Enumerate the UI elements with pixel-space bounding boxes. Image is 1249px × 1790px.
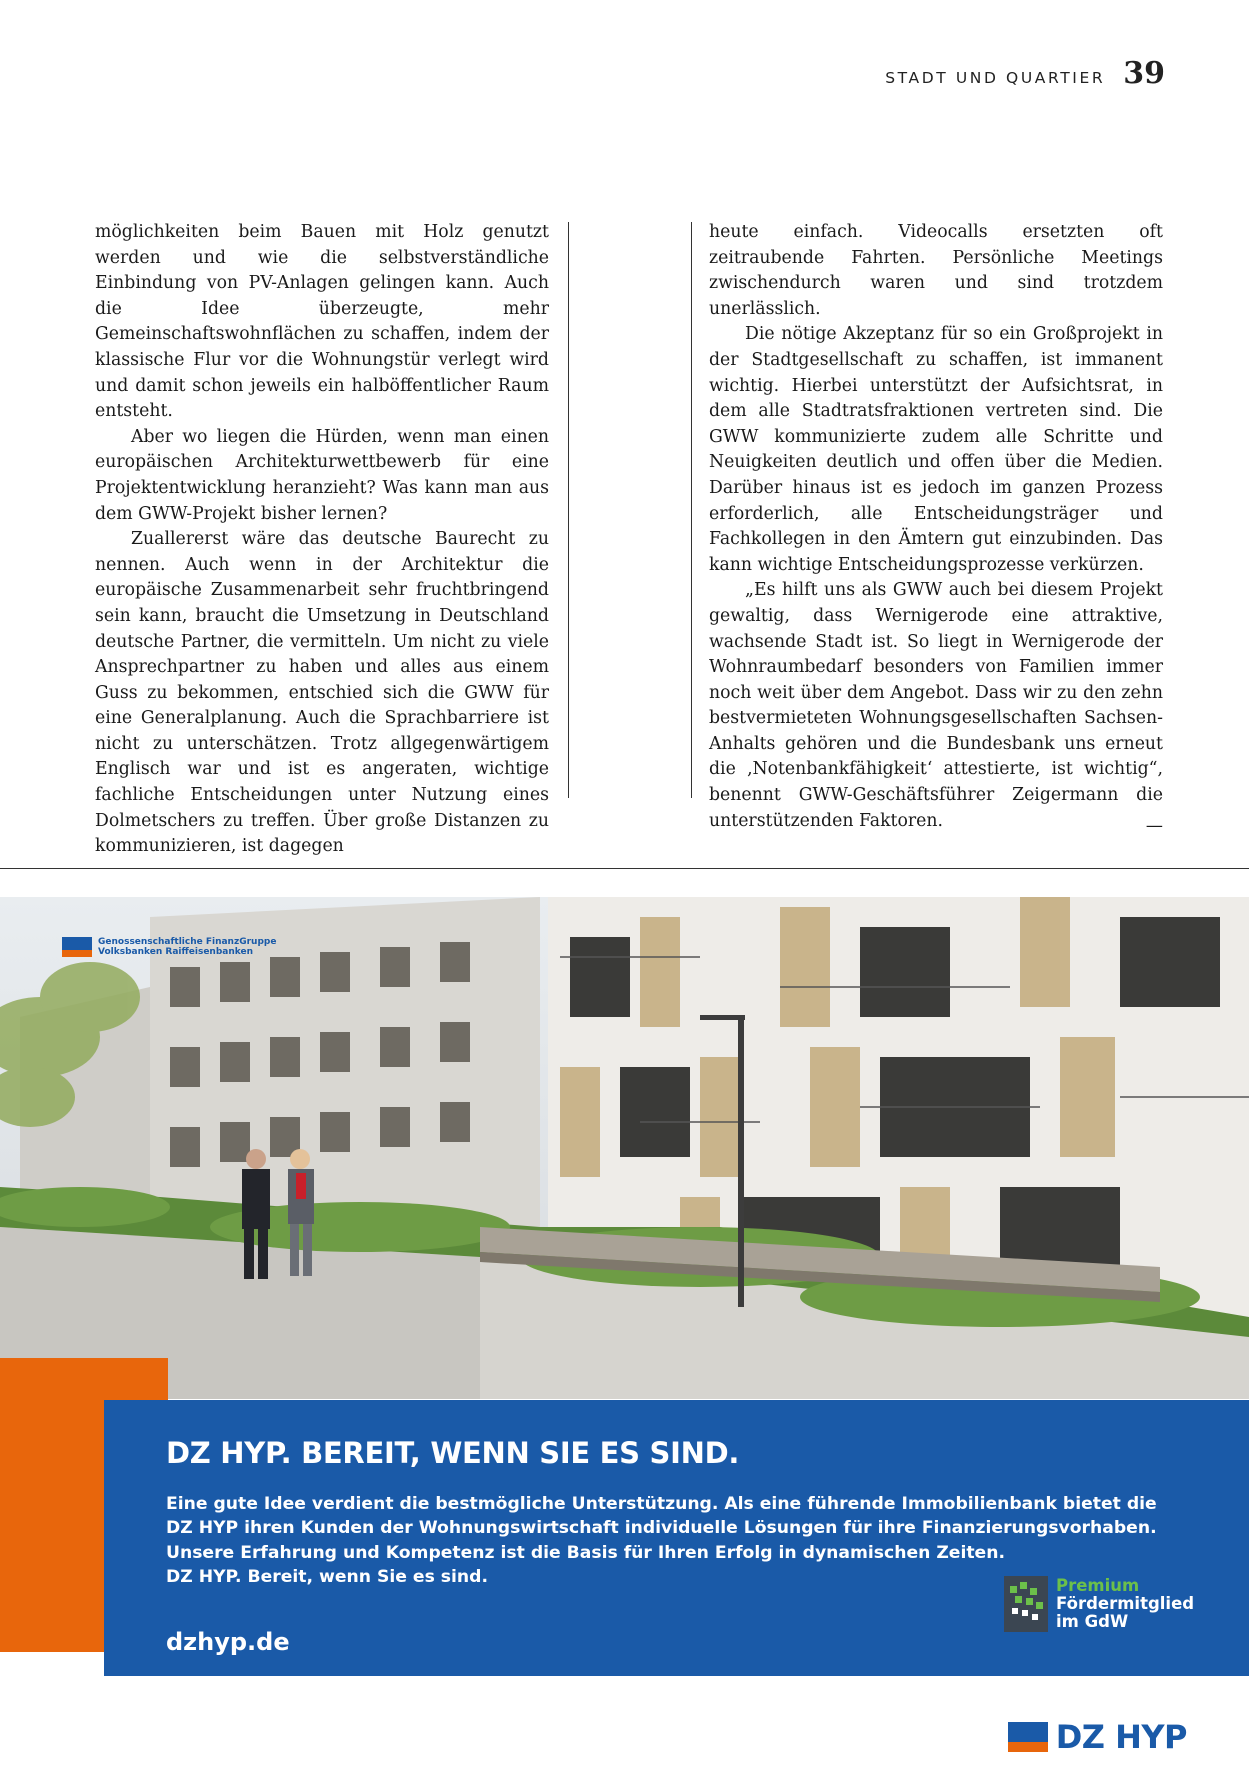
article-column-right: [709, 220, 1163, 840]
brand-name: DZ HYP: [1055, 1718, 1187, 1756]
premium-text: [1056, 1577, 1194, 1631]
ad-body-line: DZ HYP. Bereit, wenn Sie es sind.: [166, 1567, 488, 1588]
ad-body-line: Eine gute Idee verdient die bestmögliche Unterstützung. Als eine führende Immobilienbank bietet die: [166, 1494, 1157, 1514]
page-divider: [0, 868, 1249, 869]
paragraph: Zuallererst wäre das deutsche Baurecht zu nennen. Auch wenn in der Architektur die europäische Zusammenarbeit sehr fruchtbringend sein kann, braucht die Umsetzung in Deutschland deutsche Partner, die vermitteln. Um nicht zu viele Ansprechpartner zu haben und alles aus einem Guss zu bekommen, entschied sich die GWW für eine Generalplanung. Auch die Sprachbarriere ist nicht zu unterschätzen. Trotz allgegenwärtigem Englisch war und ist es angeraten, wichtige fachliche Entscheidungen unter Nutzung eines Dolmetschers zu treffen. Über große Distanzen zu kommunizieren, ist dagegen: [95, 529, 549, 857]
column-rule: [568, 222, 569, 798]
page-number: 39: [1123, 56, 1165, 91]
premium-badge: [1004, 1576, 1194, 1632]
premium-line: Fördermitglied: [1056, 1594, 1195, 1613]
vr-logo-icon: [62, 937, 92, 957]
column-rule: [691, 222, 692, 798]
ad-body: [166, 1492, 1157, 1590]
premium-line: Premium: [1056, 1576, 1140, 1595]
paragraph: möglichkeiten beim Bauen mit Holz genutzt werden und wie die selbstverständliche Einbindung von PV-Anlagen gelingen kann. Auch die Idee überzeugte, mehr Gemeinschaftswohnflächen zu schaffen, indem der klassische Flur vor die Wohnungstür verlegt wird und damit schon jeweils ein halböffentlicher Raum entsteht.: [95, 222, 549, 422]
paragraph: Die nötige Akzeptanz für so ein Großprojekt in der Stadtgesellschaft zu schaffen, ist immanent wichtig. Hierbei unterstützt der Aufsichtsrat, in dem alle Stadtratsfraktionen vertreten sind. Die GWW kommunizierte zudem alle Schritte und Neuigkeiten deutlich und offen über die Medien. Darüber hinaus ist es jedoch im ganzen Prozess erforderlich, alle Entscheidungsträger und Fachkollegen in den Ämtern gut einzubinden. Das kann wichtige Entscheidungsprozesse verkürzen.: [709, 324, 1163, 575]
ad-headline: DZ HYP. BEREIT, WENN SIE ES SIND.: [166, 1436, 740, 1470]
ad-text-panel: [104, 1400, 1249, 1676]
group-logo-line: Genossenschaftliche FinanzGruppe: [98, 937, 277, 947]
ad-photo-residential-buildings: [0, 897, 1249, 1399]
paragraph: Aber wo liegen die Hürden, wenn man einen europäischen Architekturwettbewerb für eine Projektentwicklung heranzieht? Was kann man aus dem GWW-Projekt bisher lernen?: [95, 426, 549, 524]
gdw-icon: [1004, 1576, 1048, 1632]
premium-line: im GdW: [1056, 1612, 1129, 1631]
ad-url-link[interactable]: dzhyp.de: [166, 1628, 290, 1656]
group-logo: [62, 937, 276, 957]
section-label: STADT UND QUARTIER: [885, 69, 1106, 87]
page-header: [885, 56, 1165, 91]
dzhyp-logo-icon: [1008, 1722, 1048, 1752]
group-logo-text: [98, 937, 276, 957]
dzhyp-brand: [1008, 1718, 1187, 1756]
article-column-left: [95, 220, 549, 860]
ad-body-line: Unsere Erfahrung und Kompetenz ist die Basis für Ihren Erfolg in dynamischen Zeiten.: [166, 1542, 1005, 1563]
group-logo-line: Volksbanken Raiffeisenbanken: [98, 947, 254, 957]
paragraph: heute einfach. Videocalls ersetzten oft zeitraubende Fahrten. Persönliche Meetings zwischendurch waren und sind trotzdem unerlässlich.: [709, 222, 1163, 319]
article-end-mark: —: [1145, 816, 1163, 837]
advertisement: [0, 897, 1249, 1679]
paragraph: „Es hilft uns als GWW auch bei diesem Projekt gewaltig, dass Wernigerode eine attraktive, wachsende Stadt ist. So liegt in Wernigerode der Wohnraumbedarf besonders von Familien immer noch weit über dem Angebot. Dass wir zu den zehn bestvermieteten Wohnungsgesellschaften Sachsen-Anhalts gehören und die Bundesbank uns erneut die ‚Notenbankfähigkeit‘ attestierte, ist wichtig“, benennt GWW-Geschäftsführer Zeigermann die unterstützenden Faktoren.: [709, 580, 1163, 831]
ad-body-line: DZ HYP ihren Kunden der Wohnungswirtschaft individuelle Lösungen für ihre Finanzierungsvorhaben.: [166, 1518, 1157, 1539]
